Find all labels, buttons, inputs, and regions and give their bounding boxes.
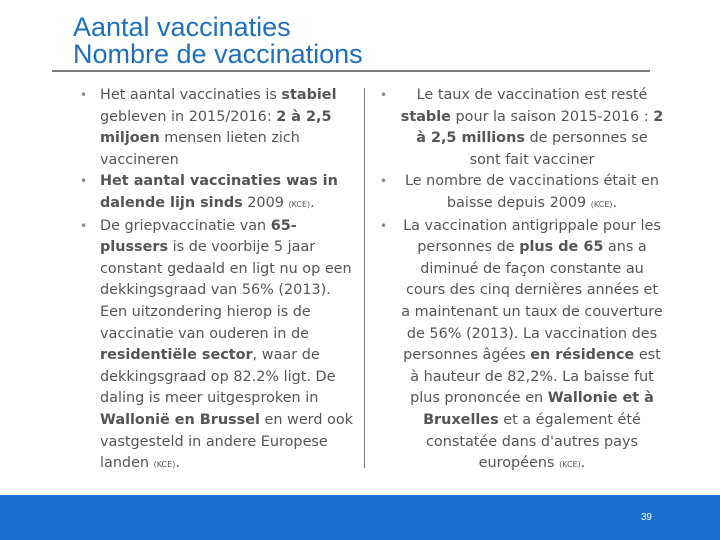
text-bold: residentiële sector <box>100 347 253 364</box>
text-run: pour la saison 2015-2016 : <box>450 108 654 125</box>
list-item <box>378 85 664 171</box>
text-run: , waar de dekkingsgraad op 82.2% ligt. De daling is meer uitgesproken in <box>100 347 336 407</box>
text-run: 2009 <box>242 194 289 211</box>
citation: (KCE) <box>153 460 176 470</box>
bullet-icon: • <box>80 88 88 102</box>
list-item <box>78 216 358 476</box>
citation: (KCE) <box>288 199 311 209</box>
title-french: Nombre de vaccinations <box>73 39 363 69</box>
text-bold: stable <box>400 108 451 125</box>
page-number: 39 <box>640 512 652 523</box>
text-bold: Het aantal vaccinaties was in dalende lijn sinds <box>100 173 338 211</box>
text-run: De griepvaccinatie van <box>100 217 271 234</box>
text-bold: Wallonië en Brussel <box>100 411 260 428</box>
list-item <box>378 171 664 215</box>
text-bold: en résidence <box>530 347 635 364</box>
text-run: gebleven in 2015/2016: <box>100 108 277 125</box>
text-bold: stabiel <box>281 87 337 103</box>
citation: (KCE) <box>590 199 613 209</box>
citation: (KCE) <box>559 460 581 470</box>
list-item-text <box>100 85 358 171</box>
list-item-text <box>100 171 358 215</box>
text-run: et a également été constatée dans d'autres pays européens <box>425 411 641 472</box>
column-divider <box>364 88 365 468</box>
list-item-text <box>400 216 664 476</box>
list-item-text <box>400 85 664 171</box>
slide-title <box>73 14 693 68</box>
text-run: . <box>175 455 180 472</box>
text-run: . <box>612 194 618 211</box>
footer-bar <box>0 495 720 540</box>
title-underline <box>52 70 650 72</box>
text-run: de personnes se sont fait vacciner <box>469 130 648 168</box>
list-item <box>78 85 358 171</box>
text-run: is de voorbije 5 jaar constant gedaald en ligt nu op een dekkingsgraad van 56% (2013). Een uitzondering hierop is de vaccinatie van ouderen in de <box>100 239 352 342</box>
list-item <box>378 216 664 476</box>
text-run: La vaccination antigrippale pour les personnes de <box>403 217 661 256</box>
text-run: est à hauteur de 82,2%. La baisse fut plus prononcée en <box>410 347 661 407</box>
bullet-icon: • <box>380 218 388 233</box>
bullet-icon: • <box>380 174 388 189</box>
dutch-column <box>78 85 358 476</box>
text-bold: 2 à 2,5 miljoen <box>100 108 332 147</box>
bullet-icon: • <box>80 174 88 189</box>
text-bold: Wallonie et à Bruxelles <box>423 390 654 428</box>
text-run: en werd ook vastgesteld in andere Europese landen <box>100 411 353 472</box>
text-run: Le nombre de vaccinations était en baisse depuis 2009 <box>404 173 660 211</box>
text-run: . <box>310 194 315 211</box>
text-run: mensen lieten zich vaccineren <box>100 130 300 168</box>
text-run: Le taux de vaccination est resté <box>416 87 648 103</box>
text-run: . <box>580 455 586 472</box>
text-bold: plus de 65 <box>519 239 604 256</box>
bullet-icon: • <box>380 88 388 102</box>
list-item-text <box>400 171 664 215</box>
french-column <box>378 85 664 476</box>
bullet-icon: • <box>80 218 88 233</box>
text-run: Het aantal vaccinaties is <box>100 87 282 103</box>
text-bold: 65-plussers <box>100 217 297 256</box>
text-bold: 2 à 2,5 millions <box>416 108 664 147</box>
list-item-text <box>100 216 358 476</box>
text-run: ans a diminué de façon constante au cours des cinq dernières années et a maintenant un taux de couverture de 56% (2013). La vaccination des personnes âgées <box>401 239 663 364</box>
title-dutch: Aantal vaccinaties <box>73 12 291 42</box>
list-item <box>78 171 358 215</box>
